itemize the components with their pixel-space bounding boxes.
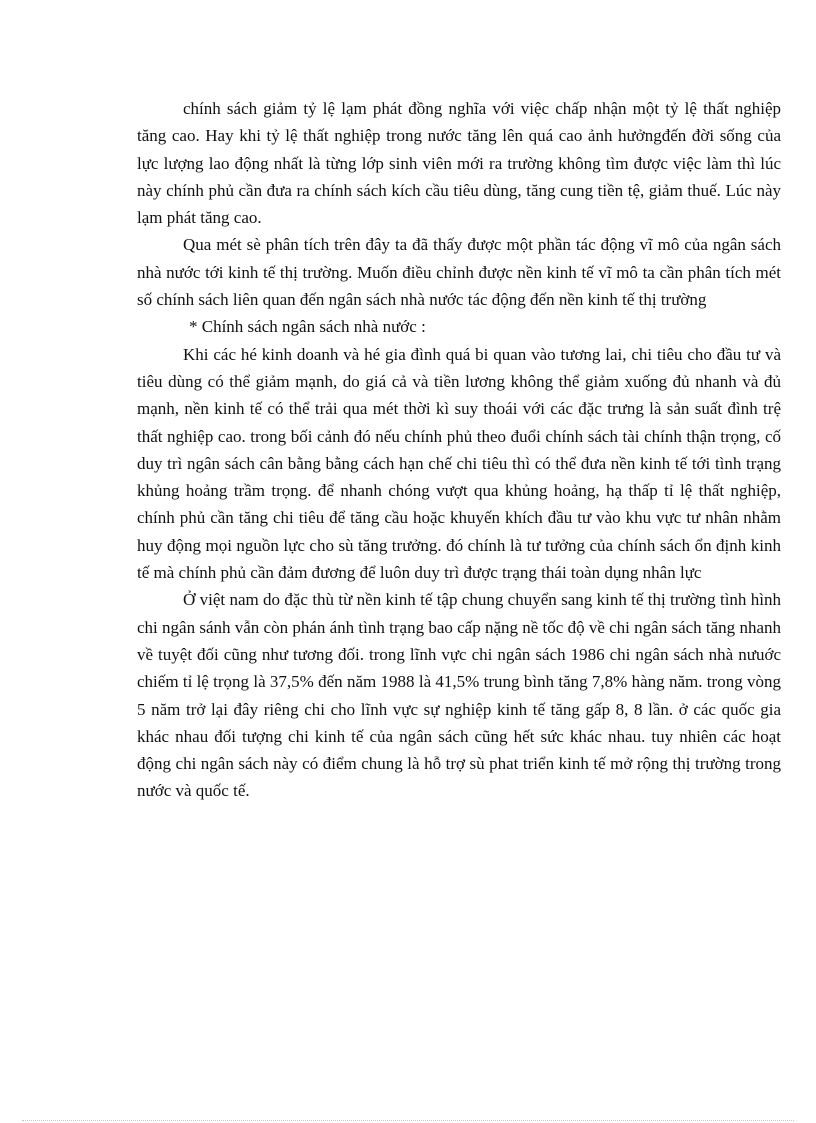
document-body [137,95,781,805]
paragraph-inflation-unemployment: chính sách giảm tỷ lệ lạm phát đồng nghĩa với việc chấp nhận một tỷ lệ thất nghiệp tăng cao. Hay khi tỷ lệ thất nghiệp trong nước tăng lên quá cao ảnh hưởngđến đời sống của lực lượng lao động nhất là từng lớp sinh viên mới ra trường không tìm được việc làm thì lúc này chính phủ cần đưa ra chính sách kích cầu tiêu dùng, tăng cung tiền tệ, giảm thuế. Lúc này lạm phát tăng cao. [137,99,781,228]
paragraph-macro-impact: Qua mét sè phân tích trên đây ta đã thấy được một phần tác động vĩ mô của ngân sách nhà nước tới kinh tế thị trường. Muốn điều chỉnh được nền kinh tế vĩ mô ta cần phân tích mét số chính sách liên quan đến ngân sách nhà nước tác động đến nền kinh tế thị trường [137,235,781,310]
footer-dotted-rule [22,1120,794,1121]
paragraph-recession-policy: Khi các hé kinh doanh và hé gia đình quá bi quan vào tương lai, chi tiêu cho đầu tư và tiêu dùng có thể giảm mạnh, do giá cả và tiền lương không thể giảm xuống đủ nhanh và đủ mạnh, nền kinh tế có thể trải qua mét thời kì suy thoái với các đặc trưng là sản suất đình trệ thất nghiệp cao. trong bối cảnh đó nếu chính phủ theo đuổi chính sách tài chính thận trọng, cố duy trì ngân sách cân bằng bằng cách hạn chế chi tiêu thì có thể đưa nền kinh tế tới tình trạng khủng hoảng trầm trọng. để nhanh chóng vượt qua khủng hoảng, hạ thấp tỉ lệ thất nghiệp, chính phủ cần tăng chi tiêu để tăng cầu hoặc khuyến khích đầu tư vào khu vực tư nhân nhằm huy động mọi nguồn lực cho sù tăng trưởng. đó chính là tư tưởng của chính sách ổn định kinh tế mà chính phủ cần đảm đương để luôn duy trì được trạng thái toàn dụng nhân lực [137,344,781,583]
paragraph-policy-heading: * Chính sách ngân sách nhà nước : [189,317,426,337]
paragraph-vietnam-budget: Ở việt nam do đặc thù từ nền kinh tế tập chung chuyển sang kinh tế thị trường tình hình chi ngân sánh vẫn còn phán ánh tình trạng bao cấp nặng nề tốc độ về chi ngân sách tăng nhanh về tuyệt đối cũng như tương đối. trong lĩnh vực chi ngân sách 1986 chi ngân sách nhà nưuớc chiếm tỉ lệ trọng là 37,5% đến năm 1988 là 41,5% trung bình tăng 7,8% hàng năm. trong vòng 5 năm trở lại đây riêng chi cho lĩnh vực sự nghiệp kinh tế tăng gấp 8, 8 lần. ở các quốc gia khác nhau đối tượng chi kinh tế của ngân sách cũng hết sức khác nhau. tuy nhiên các hoạt động chi ngân sách này có điểm chung là hỗ trợ sù phat triển kinh tế mở rộng thị trường trong nước và quốc tế. [137,590,781,801]
